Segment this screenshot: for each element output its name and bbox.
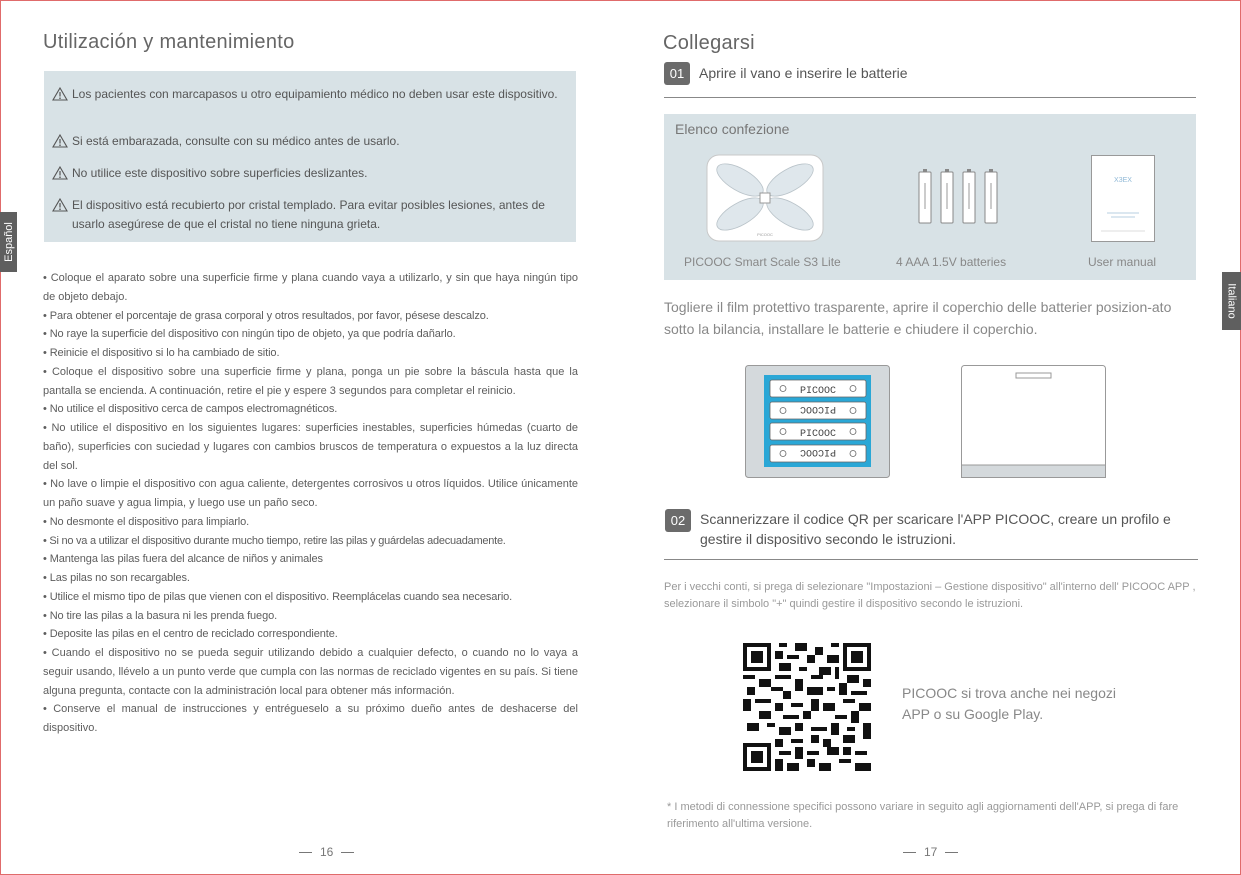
- old-accounts-note: Per i vecchi conti, si prega di selezionare "Impostazioni – Gestione dispositivo" all'interno dell' PICOOC APP , selezionare il simbolo "+" quindi gestire il dispositivo secondo le istruzioni.: [664, 581, 1196, 610]
- list-item: • Coloque el dispositivo sobre una superficie firme y plana, ponga un pie sobre la báscula hasta que la pantalla se encienda. A continuación, retire el pie y espere 3 segundos para completar el reinicio.: [43, 365, 578, 397]
- warning-triangle-icon: [52, 198, 68, 212]
- page-number: [903, 845, 958, 859]
- page-number-text: 17: [924, 845, 938, 859]
- package-title: Elenco confezione: [675, 121, 790, 137]
- step-badge: 01: [664, 62, 690, 85]
- warning-triangle-icon: [52, 87, 68, 101]
- warning-item: [52, 85, 567, 104]
- package-item-label: User manual: [1088, 255, 1157, 269]
- divider: [664, 559, 1198, 560]
- svg-text:PICOOC: PICOOC: [757, 232, 773, 237]
- step-2: [665, 509, 1200, 549]
- language-tab-italiano[interactable]: [1222, 272, 1241, 330]
- list-item: • No utilice el dispositivo en los siguientes lugares: superficies inestables, superficies húmedas (cuarto de baño), superficies con suciedad y lugares con cambios bruscos de temperatura o expuestos a la luz directa del sol.: [43, 422, 578, 472]
- language-tab-espanol[interactable]: [0, 212, 17, 272]
- list-item: • Conserve el manual de instrucciones y entrégueselo a su próximo dueño antes de deshacerse del dispositivo.: [43, 703, 578, 734]
- list-item: • Cuando el dispositivo no se pueda seguir utilizando debido a cualquier defecto, o cuando no lo vaya a seguir usando, llévelo a un punto verde que cumpla con las normas de reciclado vigentes en su país. Si tiene alguna pregunta, contacte con la administración local para obtener más información.: [43, 647, 578, 697]
- page-number: [299, 845, 354, 859]
- list-item: • No lave o limpie el dispositivo con agua caliente, detergentes corrosivos u otros líquidos. Utilice únicamente un paño suave y agua limpia, y luego use un paño seco.: [43, 478, 578, 509]
- page-title: Utilización y mantenimiento: [43, 31, 295, 53]
- battery-instruction: Togliere il film protettivo trasparente, aprire il coperchio delle batterier posizion-ato sotto la bilancia, installare le batterie e chiudere il coperchio.: [664, 299, 1172, 337]
- warning-text: Si está embarazada, consulte con su médico antes de usarlo.: [72, 134, 400, 148]
- list-item: • Coloque el aparato sobre una superficie firme y plana cuando vaya a utilizarlo, y sin que haya ningún tipo de objeto debajo.: [43, 272, 578, 303]
- warning-item: [52, 164, 567, 183]
- list-item: • Utilice el mismo tipo de pilas que vienen con el dispositivo. Reemplácelas cuando sea necesario.: [43, 590, 513, 603]
- divider: [664, 97, 1196, 98]
- battery-image: [917, 169, 999, 225]
- battery-brand-label: PICOOC: [799, 403, 837, 414]
- warning-text: No utilice este dispositivo sobre superficies deslizantes.: [72, 166, 368, 180]
- list-item: • No raye la superficie del dispositivo con ningún tipo de objeto, ya que podría dañarlo.: [43, 328, 456, 341]
- package-item-label: PICOOC Smart Scale S3 Lite: [684, 255, 841, 269]
- warning-text: El dispositivo está recubierto por cristal templado. Para evitar posibles lesiones, antes de usarlo asegúrese de que el cristal no tiene ninguna grieta.: [72, 198, 545, 231]
- manual-image: [1091, 155, 1155, 242]
- list-item: • Las pilas no son recargables.: [43, 572, 190, 584]
- list-item: • No tire las pilas a la basura ni les prenda fuego.: [43, 609, 278, 622]
- warning-item: [52, 132, 567, 151]
- battery-tray-image: [745, 365, 890, 478]
- list-item: • Deposite las pilas en el centro de reciclado correspondiente.: [43, 628, 338, 641]
- list-item: • Para obtener el porcentaje de grasa corporal y otros resultados, por favor, pésese descalzo.: [43, 309, 489, 322]
- battery-cover-image: [961, 365, 1106, 478]
- maintenance-list: [43, 269, 578, 738]
- page-number-text: 16: [320, 845, 334, 859]
- page-title: Collegarsi: [663, 32, 755, 54]
- left-page: [0, 0, 620, 875]
- list-item: • No desmonte el dispositivo para limpiarlo.: [43, 515, 250, 528]
- package-item-label: 4 AAA 1.5V batteries: [896, 255, 1007, 269]
- step-badge: 02: [665, 509, 691, 532]
- step-text: Aprire il vano e inserire le batterie: [699, 65, 908, 81]
- language-tab-label: Español: [2, 222, 15, 262]
- battery-brand-label: PICOOC: [799, 386, 837, 397]
- warning-text: Los pacientes con marcapasos u otro equipamiento médico no deben usar este dispositivo.: [72, 87, 558, 101]
- package-contents: [664, 114, 1196, 280]
- list-item: • Mantenga las pilas fuera del alcance de niños y animales: [43, 553, 323, 566]
- warning-triangle-icon: [52, 134, 68, 148]
- language-tab-label: Italiano: [1225, 283, 1238, 319]
- step-text: Scannerizzare il codice QR per scaricare l'APP PICOOC, creare un profilo e gestire il dispositivo secondo le istruzioni.: [700, 511, 1171, 547]
- warning-item: [52, 196, 567, 234]
- list-item: • Si no va a utilizar el dispositivo durante mucho tiempo, retire las pilas y guárdelas adecuadamente.: [43, 534, 506, 547]
- warning-triangle-icon: [52, 166, 68, 180]
- battery-brand-label: PICOOC: [799, 446, 837, 457]
- footnote: * I metodi di connessione specifici possono variare in seguito agli aggiornamenti dell'APP, si prega di fare riferimento all'ultima versione.: [667, 801, 1179, 830]
- smart-scale-image: [706, 154, 824, 242]
- list-item: • No utilice el dispositivo cerca de campos electromagnéticos.: [43, 403, 338, 416]
- list-item: • Reinicie el dispositivo si lo ha cambiado de sitio.: [43, 347, 280, 359]
- step-1: [664, 62, 908, 85]
- battery-brand-label: PICOOC: [799, 429, 837, 440]
- store-note: PICOOC si trova anche nei negozi APP o su Google Play.: [902, 685, 1116, 722]
- svg-text:X3EX: X3EX: [1114, 177, 1132, 184]
- warning-box: [44, 71, 576, 242]
- qr-code-image: [743, 643, 871, 771]
